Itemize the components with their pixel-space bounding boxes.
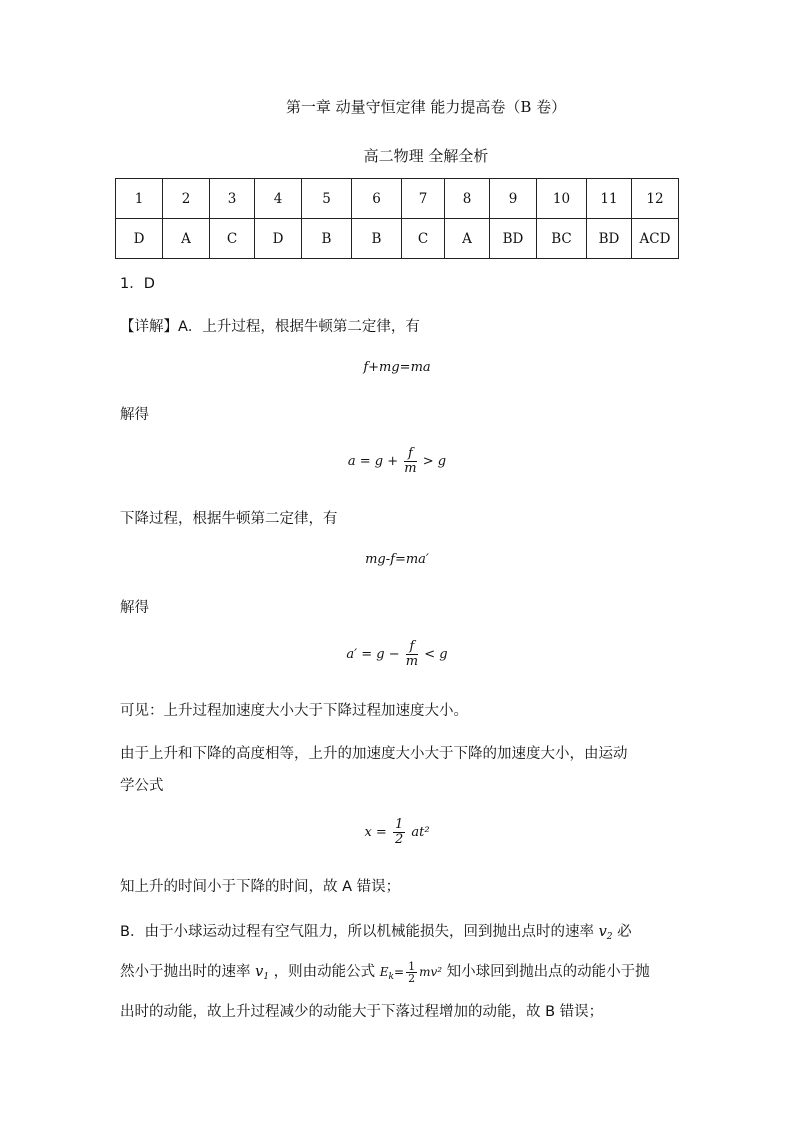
- eq2-right: > g: [422, 454, 447, 469]
- answer-cell: B: [302, 219, 352, 259]
- fraction-numerator: f: [404, 447, 416, 462]
- fraction-denominator: 2: [408, 971, 416, 985]
- reason-line-2: 学公式: [120, 778, 164, 794]
- descent-text: 下降过程，根据牛顿第二定律，有: [120, 511, 338, 527]
- eq4-right: < g: [424, 647, 448, 662]
- answer-table: [115, 178, 679, 259]
- answer-cell: BC: [537, 219, 587, 259]
- question-number: 3: [210, 179, 255, 219]
- fraction-denominator: m: [404, 461, 417, 476]
- eq5-left: x =: [364, 825, 387, 840]
- solve-label-2: 解得: [120, 600, 149, 616]
- equation-ascent-acceleration: [0, 447, 794, 476]
- fraction-one-half: [393, 818, 405, 847]
- symbol-e: E: [379, 965, 389, 979]
- answer-cell: C: [402, 219, 445, 259]
- option-b-line-2: [120, 960, 650, 984]
- equation-descent: mg-f=ma′: [365, 552, 429, 567]
- option-b-text: B．由于小球运动过程有空气阻力，所以机械能损失，回到抛出点时的速率: [120, 924, 594, 940]
- question-number: 9: [490, 179, 537, 219]
- fraction-f-over-m: [404, 447, 416, 476]
- option-b-text: ，则由动能公式: [273, 964, 376, 980]
- answer-cell: D: [116, 219, 163, 259]
- fraction-numerator: f: [406, 640, 418, 655]
- question-number: 11: [587, 179, 632, 219]
- answer-cell: D: [255, 219, 302, 259]
- eq2-left: a = g +: [347, 454, 399, 469]
- fraction-denominator: 2: [394, 832, 404, 847]
- document-title: 第一章 动量守恒定律 能力提高卷（B 卷）: [285, 98, 567, 116]
- question-number: 4: [255, 179, 302, 219]
- option-a-result: 知上升的时间小于下降的时间，故 A 错误；: [120, 879, 401, 895]
- question-number: 1: [116, 179, 163, 219]
- subscript: 2: [606, 932, 613, 942]
- option-b-text: 然小于抛出时的速率: [120, 964, 251, 980]
- reason-line-1: 由于上升和下降的高度相等，上升的加速度大小大于下降的加速度大小，由运动: [120, 746, 628, 762]
- question-number: 5: [302, 179, 352, 219]
- question-number-row: [116, 179, 679, 219]
- fraction-numerator: 1: [394, 817, 404, 832]
- symbol-v2: [599, 924, 613, 940]
- eq5-right: at²: [411, 825, 430, 840]
- equals-sign: =: [394, 965, 405, 979]
- symbol-ek: [379, 965, 394, 982]
- conclusion-text: 可见：上升过程加速度大小大于下降过程加速度大小。: [120, 703, 468, 719]
- equation-kinematics: [0, 818, 794, 847]
- subscript: 1: [263, 972, 270, 982]
- option-b-line-1: [120, 920, 632, 942]
- answer-cell: A: [445, 219, 490, 259]
- answer-cell: ACD: [632, 219, 679, 259]
- answer-cell: B: [352, 219, 402, 259]
- option-b-text: 必: [617, 924, 632, 940]
- symbol-v: v: [598, 924, 607, 940]
- solve-label-1: 解得: [120, 407, 149, 423]
- equation-descent-acceleration: [0, 640, 794, 669]
- answer-cell: BD: [587, 219, 632, 259]
- option-b-line-3: 出时的动能，故上升过程减少的动能大于下落过程增加的动能，故 B 错误；: [120, 1004, 604, 1020]
- explanation-intro: 【详解】A．上升过程，根据牛顿第二定律，有: [120, 319, 420, 335]
- answer-cell: BD: [490, 219, 537, 259]
- question-number: 6: [352, 179, 402, 219]
- symbol-mv-squared: mv²: [419, 965, 443, 979]
- question-number: 12: [632, 179, 679, 219]
- question-number: 2: [163, 179, 210, 219]
- question-1-heading: 1．D: [120, 276, 155, 292]
- subscript: k: [388, 972, 394, 982]
- question-number: 7: [402, 179, 445, 219]
- fraction-f-over-m: [406, 640, 418, 669]
- answer-cell: C: [210, 219, 255, 259]
- eq4-left: a′ = g −: [346, 647, 400, 662]
- answer-cell: A: [163, 219, 210, 259]
- fraction-one-half: [406, 961, 417, 984]
- symbol-v1: [255, 964, 269, 980]
- fraction-denominator: m: [405, 654, 419, 669]
- document-subtitle: 高二物理 全解全析: [363, 147, 489, 165]
- question-number: 10: [537, 179, 587, 219]
- question-number: 8: [445, 179, 490, 219]
- fraction-numerator: 1: [408, 959, 416, 973]
- answer-row: [116, 219, 679, 259]
- option-b-text: 知小球回到抛出点的动能小于抛: [446, 964, 650, 980]
- equation-ascent: f+mg=ma: [363, 360, 431, 375]
- symbol-v: v: [255, 964, 264, 980]
